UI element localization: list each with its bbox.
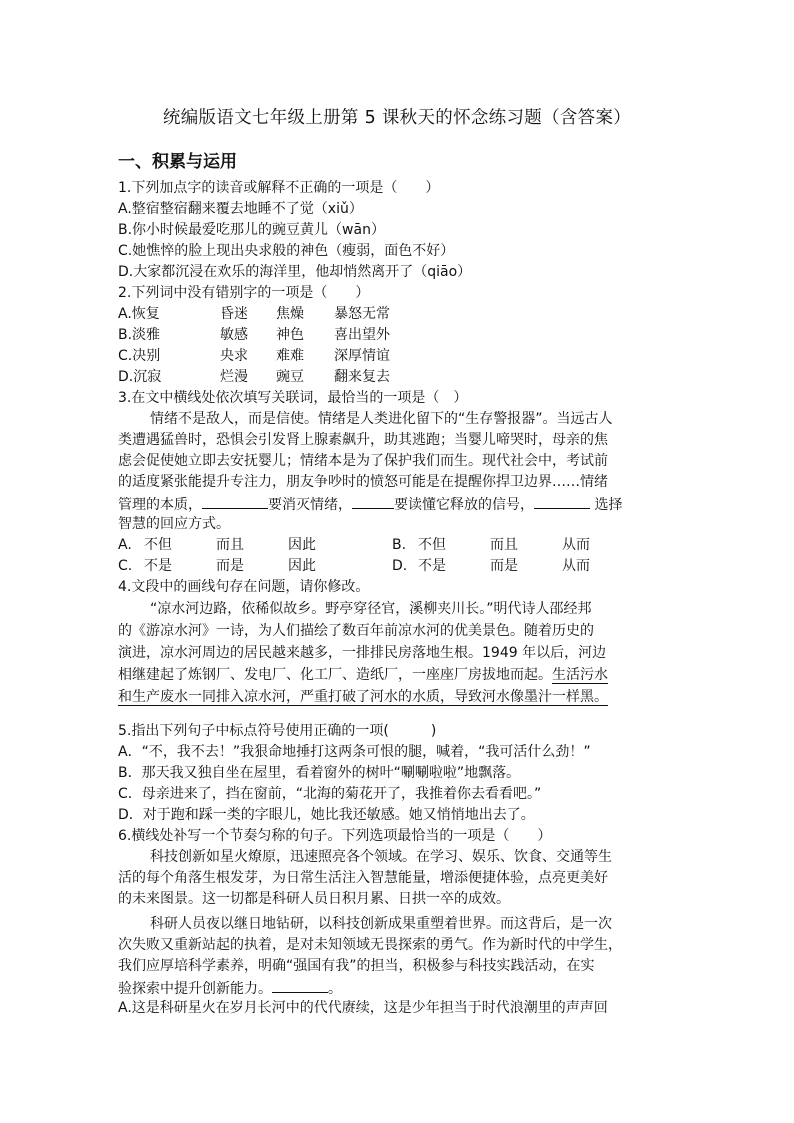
q6-para2-line: 我们应厚培科学素养，明确“强国有我”的担当，积极参与科技实践活动，在实 xyxy=(118,958,595,974)
q6-para1-line: 科技创新如星火燎原，迅速照亮各个领域。在学习、娱乐、饮食、交通等生 xyxy=(150,849,612,865)
q3-para-line: 虑会促使她立即去安抚婴儿；情绪本是为了保护我们而生。现代社会中，考试前 xyxy=(118,453,608,469)
q2-c-word3: 难难 xyxy=(276,348,304,364)
q4-underlined-sentence: 和生产废水一同排入凉水河，严重打破了河水的水质，导致河水像墨汁一样黑。 xyxy=(118,689,608,705)
q2-b-word4: 喜出望外 xyxy=(334,327,390,343)
q3-opt-word: 不是 xyxy=(418,558,446,574)
q3-text-c: 要读懂它释放的信号， xyxy=(394,497,534,513)
q3-text-b: 要消灭情绪， xyxy=(268,497,352,513)
q3-opt-word: 因此 xyxy=(288,558,316,574)
q2-a-word2: 昏迷 xyxy=(220,306,248,322)
q5-option-b: B．那天我又独自坐在屋里，看着窗外的树叶“唰唰啦啦”地飘落。 xyxy=(118,765,521,781)
q6-para2-period: 。 xyxy=(328,981,342,997)
q2-a-word4: 暴怒无常 xyxy=(334,306,390,322)
q6-para2-text: 验探索中提升创新能力。 xyxy=(118,981,272,997)
q5-option-a: A．“不，我不去！”我狠命地捶打这两条可恨的腿，喊着，“我可活什么劲！” xyxy=(118,744,591,760)
q1-option-d: D.大家都沉浸在欢乐的海洋里，他却悄然离开了（qiāo） xyxy=(118,264,472,280)
q2-c-word1: C.决别 xyxy=(118,348,161,364)
q2-row-c xyxy=(118,346,390,366)
q2-b-word3: 神色 xyxy=(276,327,304,343)
q3-text-a: 管理的本质， xyxy=(118,497,202,513)
q3-opt-word: 而是 xyxy=(490,558,518,574)
q2-b-word1: B.淡雅 xyxy=(118,327,161,343)
q4-stem: 4.文段中的画线句存在问题，请你修改。 xyxy=(118,579,370,595)
q5-stem: 5.指出下列句子中标点符号使用正确的一项( ) xyxy=(118,723,437,739)
q2-d-word4: 翻来复去 xyxy=(334,369,390,385)
q3-opt-word: 不但 xyxy=(144,537,172,553)
q3-options-row-1 xyxy=(118,535,590,555)
q3-blank-1[interactable] xyxy=(202,493,268,509)
q2-row-a xyxy=(118,304,390,324)
q2-d-word2: 烂漫 xyxy=(220,369,248,385)
q3-opt-word: 而且 xyxy=(216,537,244,553)
q3-options-row-2 xyxy=(118,556,590,576)
q1-option-c: C.她憔悴的脸上现出央求般的神色（瘦弱，面色不好） xyxy=(118,243,455,259)
q3-para-line: 情绪不是敌人，而是信使。情绪是人类进化留下的“生存警报器”。当远古人 xyxy=(150,411,613,427)
q3-text-d: 选择 xyxy=(590,497,623,513)
q3-opt-d-label: D. xyxy=(392,558,408,574)
q3-opt-word: 而是 xyxy=(216,558,244,574)
q3-stem: 3.在文中横线处依次填写关联词，最恰当的一项是（ ） xyxy=(118,390,468,406)
q3-para-line-blanks xyxy=(118,493,622,515)
q3-para-line: 智慧的回应方式。 xyxy=(118,516,230,532)
q6-para2-line: 次失败又重新站起的执着，是对未知领域无畏探索的勇气。作为新时代的中学生， xyxy=(118,937,622,953)
q3-para-line: 的适度紧张能提升专注力，朋友争吵时的愤怒可能是在提醒你捍卫边界……情绪 xyxy=(118,474,608,490)
q4-plain-text: 相继建起了炼钢厂、发电厂、化工厂、造纸厂，一座座厂房拔地而起。 xyxy=(118,667,552,683)
q2-b-word2: 敏感 xyxy=(220,327,248,343)
q3-blank-2[interactable] xyxy=(352,493,394,509)
q3-opt-word: 因此 xyxy=(288,537,316,553)
q3-opt-word: 不但 xyxy=(418,537,446,553)
q6-stem: 6.横线处补写一个节奏匀称的句子。下列选项最恰当的一项是（ ） xyxy=(118,828,552,844)
q3-opt-word: 不是 xyxy=(144,558,172,574)
q3-opt-a-label: A. xyxy=(118,537,132,553)
section-title: 一、积累与运用 xyxy=(118,152,237,172)
q6-para2-line xyxy=(118,977,342,999)
q3-opt-word: 而且 xyxy=(490,537,518,553)
q2-a-word1: A.恢复 xyxy=(118,306,160,322)
q1-stem: 1.下列加点字的读音或解释不正确的一项是（ ） xyxy=(118,180,440,196)
document-title: 统编版语文七年级上册第 5 课秋天的怀念练习题（含答案） xyxy=(162,108,632,128)
q3-opt-word: 从而 xyxy=(562,558,590,574)
q3-blank-3[interactable] xyxy=(534,493,590,509)
q6-blank[interactable] xyxy=(272,977,328,993)
q2-stem: 2.下列词中没有错别字的一项是（ ） xyxy=(118,285,370,301)
q2-d-word1: D.沉寂 xyxy=(118,369,162,385)
q2-row-d xyxy=(118,367,390,387)
q2-row-b xyxy=(118,325,390,345)
q6-para1-line: 活的每个角落生根发芽，为日常生活注入智慧能量，增添便捷体验，点亮更美好 xyxy=(118,870,608,886)
q6-para2-line: 科研人员夜以继日地钻研，以科技创新成果重塑着世界。而这背后，是一次 xyxy=(150,916,612,932)
q3-opt-b-label: B. xyxy=(392,537,407,553)
q2-c-word2: 央求 xyxy=(220,348,248,364)
q4-para-line: 演进，凉水河周边的居民越来越多，一排排民房落地生根。1949 年以后，河边 xyxy=(118,645,607,661)
q4-para-line: 的《游凉水河》一诗，为人们描绘了数百年前凉水河的优美景色。随着历史的 xyxy=(118,623,594,639)
q3-opt-c-label: C. xyxy=(118,558,133,574)
q6-para1-line: 的未来图景。这一切都是科研人员日积月累、日拱一卒的成效。 xyxy=(118,891,510,907)
q2-d-word3: 豌豆 xyxy=(276,369,304,385)
q5-option-c: C．母亲进来了，挡在窗前，“北海的菊花开了，我推着你去看看吧。” xyxy=(118,786,542,802)
q4-para-line xyxy=(118,687,608,707)
q4-underlined-sentence: 生活污水 xyxy=(552,667,608,683)
q6-option-a: A.这是科研星火在岁月长河中的代代赓续，这是少年担当于时代浪潮里的声声回 xyxy=(118,1000,608,1016)
q1-option-a: A.整宿整宿翻来覆去地睡不了觉（xiǔ） xyxy=(118,201,363,217)
q4-para-line xyxy=(118,665,608,685)
q3-opt-word: 从而 xyxy=(562,537,590,553)
q1-option-b: B.你小时候最爱吃那儿的豌豆黄儿（wān） xyxy=(118,222,385,238)
q4-para-line: “凉水河边路，依稀似故乡。野亭穿径官，溪柳夹川长。”明代诗人邵经邦 xyxy=(150,601,592,617)
q5-option-d: D．对于跑和踩一类的字眼儿，她比我还敏感。她又悄悄地出去了。 xyxy=(118,807,535,823)
q2-a-word3: 焦燥 xyxy=(276,306,304,322)
q2-c-word4: 深厚情谊 xyxy=(334,348,390,364)
q3-para-line: 类遭遇猛兽时，恐惧会引发肾上腺素飙升，助其逃跑；当婴儿啼哭时，母亲的焦 xyxy=(118,432,608,448)
